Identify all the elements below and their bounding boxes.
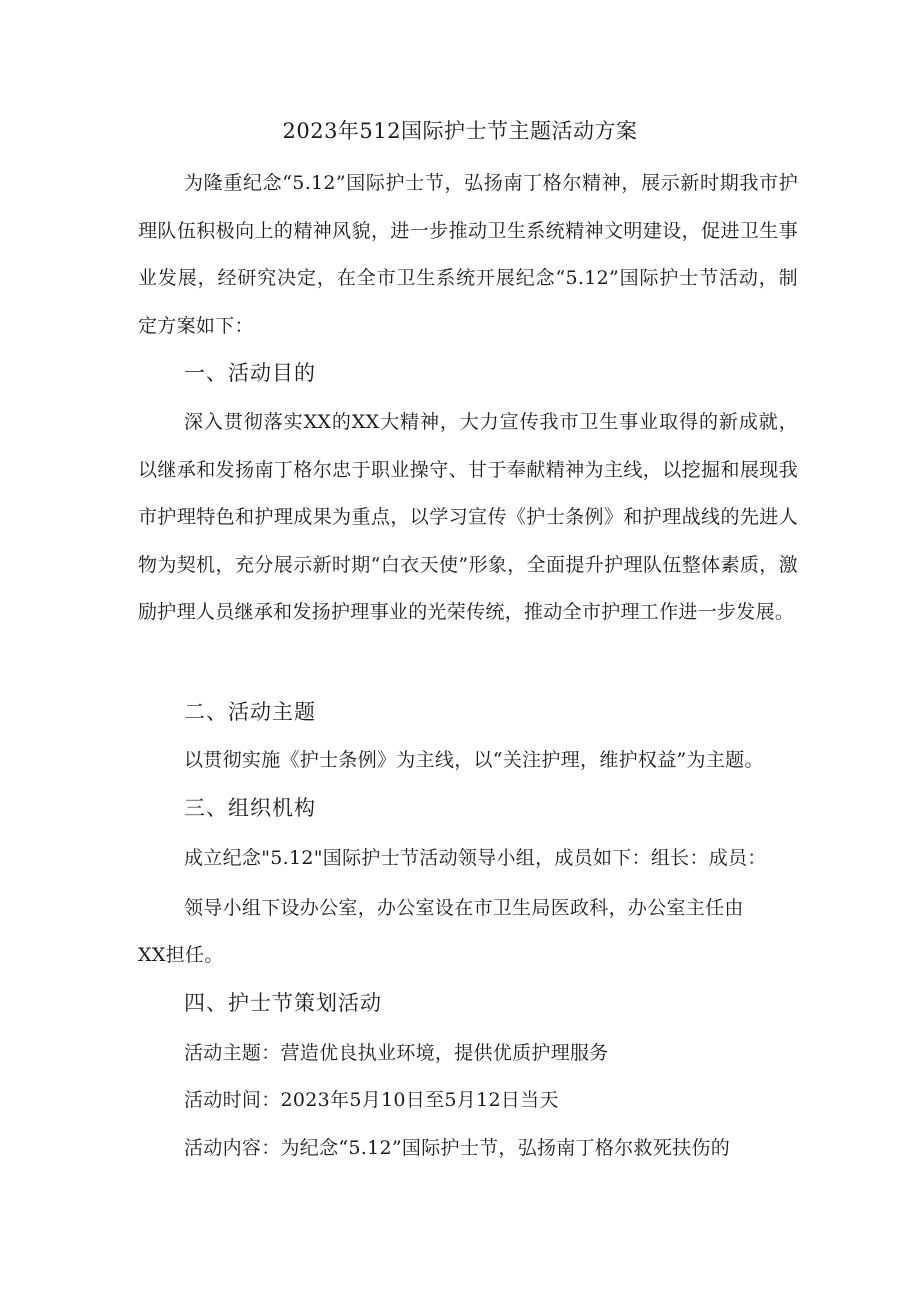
- intro-paragraph: 为隆重纪念“5.12”国际护士节，弘扬南丁格尔精神，展示新时期我市护理队伍积极向上的精神风貌，进一步推动卫生系统精神文明建设，促进卫生事业发展，经研究决定，在全市卫生系统开展纪念“5.12”国际护士节活动，制定方案如下：: [138, 172, 798, 337]
- section-heading-theme: 二、活动主题: [184, 700, 316, 724]
- purpose-paragraph: 深入贯彻落实XX的XX大精神，大力宣传我市卫生事业取得的新成就，以继承和发扬南丁格尔忠于职业操守、甘于奉献精神为主线，以挖掘和展现我市护理特色和护理成果为重点，以学习宣传《护士条例》和护理战线的先进人物为契机，充分展示新时期“白衣天使”形象，全面提升护理队伍整体素质，激励护理人员继承和发扬护理事业的光荣传统，推动全市护理工作进一步发展。: [138, 411, 798, 623]
- document-title: 2023年512国际护士节主题活动方案: [282, 119, 638, 143]
- theme-paragraph: 以贯彻实施《护士条例》为主线，以“关注护理，维护权益”为主题。: [184, 749, 764, 771]
- activity-time-line: 活动时间：2023年5月10日至5月12日当天: [184, 1089, 559, 1111]
- section-heading-organization: 三、组织机构: [184, 796, 316, 820]
- section-heading-purpose: 一、活动目的: [184, 361, 316, 385]
- organization-line-1: 成立纪念"5.12"国际护士节活动领导小组，成员如下：组长：成员：: [184, 847, 767, 869]
- activity-theme-line: 活动主题：营造优良执业环境，提供优质护理服务: [184, 1042, 609, 1064]
- organization-line-2: 领导小组下设办公室，办公室设在市卫生局医政科，办公室主任由: [184, 897, 744, 919]
- organization-line-3: XX担任。: [138, 944, 224, 966]
- section-heading-activities: 四、护士节策划活动: [184, 991, 382, 1015]
- activity-content-line: 活动内容：为纪念“5.12”国际护士节，弘扬南丁格尔救死扶伤的: [184, 1137, 731, 1159]
